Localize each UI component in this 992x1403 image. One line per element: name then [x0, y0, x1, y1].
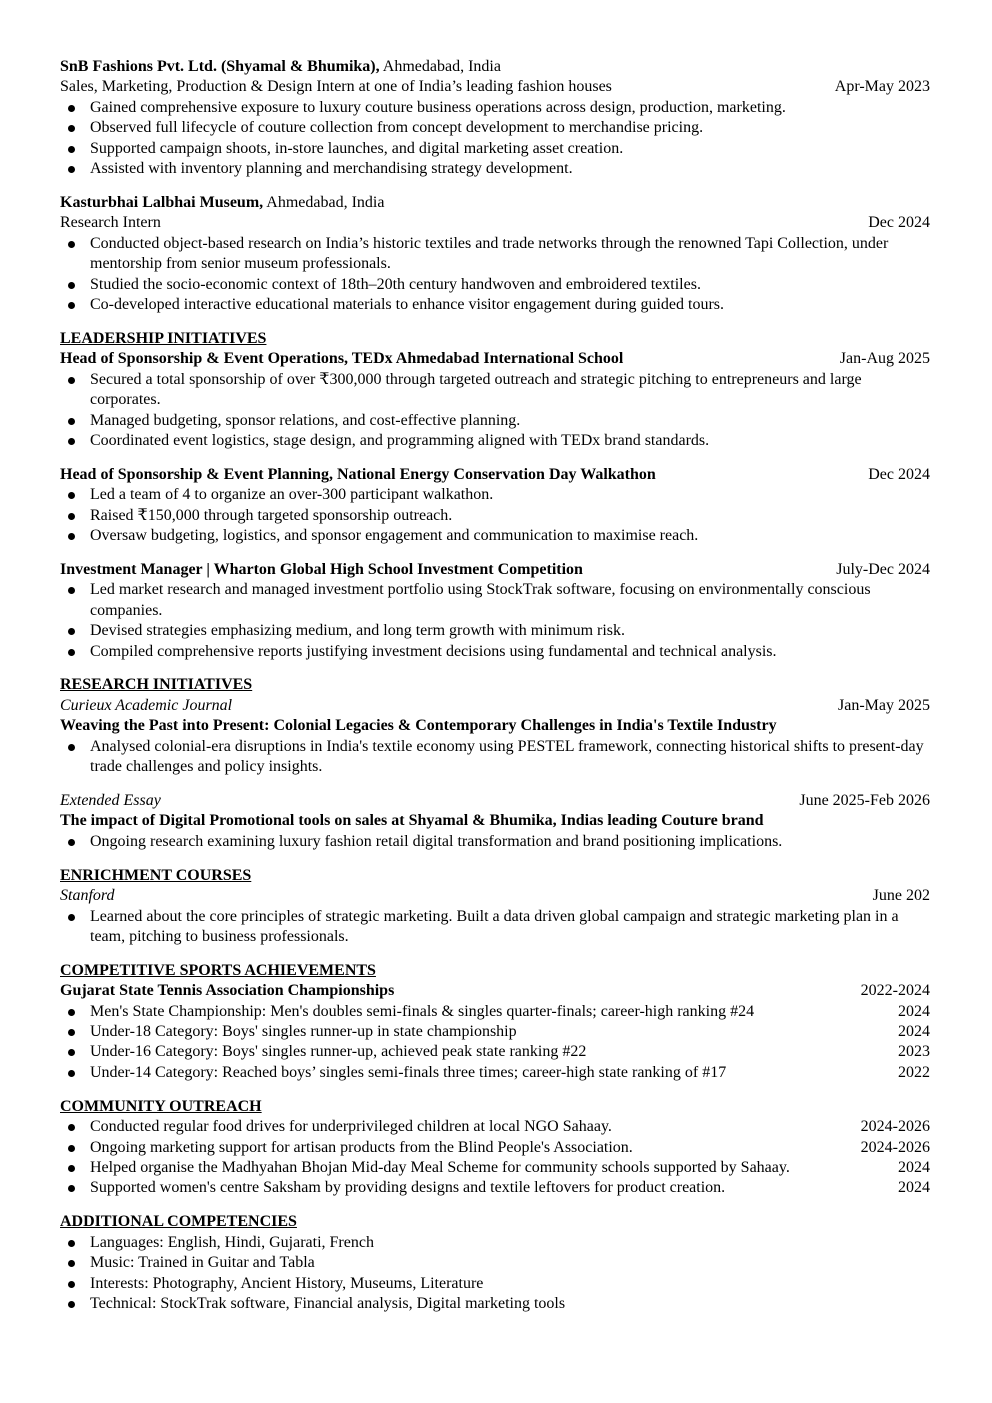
bullet-marker [60, 526, 90, 546]
bullet-marker [60, 737, 90, 778]
bullet-date: 2024 [898, 1159, 930, 1176]
section-heading: ADDITIONAL COMPETENCIES [60, 1213, 297, 1231]
org-name: Kasturbhai Lalbhai Museum, [60, 193, 264, 211]
bullet-marker [60, 98, 90, 118]
bullet-item [60, 1233, 930, 1253]
bullet-text: Observed full lifecycle of couture collection from concept development to merchandise pricing. [90, 119, 704, 137]
bullet-marker [60, 1063, 90, 1083]
bullet-item [60, 275, 930, 295]
bullet-marker [60, 621, 90, 641]
bullet-marker [60, 1042, 90, 1062]
date-range: Jan-Aug 2025 [839, 350, 930, 368]
venue-line [60, 791, 930, 811]
date-range: Jan-May 2025 [838, 696, 930, 714]
section-heading: RESEARCH INITIATIVES [60, 676, 253, 694]
entry-title-line [60, 560, 930, 580]
bullet-item [60, 737, 930, 778]
experience-entry-snb [60, 57, 930, 179]
entry-title-line [60, 981, 930, 1001]
bullet-text: Coordinated event logistics, stage design, and programming aligned with TEDx brand standards. [90, 431, 710, 449]
research-entry-extended-essay [60, 791, 930, 852]
bullet-marker [60, 1274, 90, 1294]
bullet-text: Assisted with inventory planning and merchandising strategy development. [90, 160, 573, 178]
bullet-item [60, 1294, 930, 1314]
bullet-text: Under-18 Category: Boys' singles runner-up in state championship [90, 1023, 517, 1041]
bullet-marker [60, 1117, 90, 1137]
bullet-text: Secured a total sponsorship of over ₹300,000 through targeted outreach and strategic pitching to entrepreneurs and large corporates. [90, 370, 862, 409]
paper-title: The impact of Digital Promotional tools on sales at Shyamal & Bhumika, Indias leading Couture brand [60, 812, 764, 830]
bullet-item [60, 1117, 930, 1137]
bullet-marker [60, 159, 90, 179]
org-line [60, 193, 930, 213]
org-location: Ahmedabad, India [263, 193, 385, 211]
section-community-outreach [60, 1097, 930, 1199]
bullet-marker [60, 118, 90, 138]
bullet-text: Led market research and managed investment portfolio using StockTrak software, focusing on environmentally conscious companies. [90, 581, 871, 619]
bullet-item [60, 485, 930, 505]
bullet-text: Compiled comprehensive reports justifying investment decisions using fundamental and technical analysis. [90, 642, 777, 660]
bullet-date: 2024 [898, 1023, 930, 1041]
date-range: June 202 [872, 887, 930, 905]
bullet-marker [60, 832, 90, 852]
bullet-item [60, 1022, 930, 1042]
experience-entry-museum [60, 193, 930, 315]
bullet-text: Helped organise the Madhyahan Bhojan Mid-day Meal Scheme for community schools supported by Sahaay. [90, 1159, 790, 1176]
bullet-item [60, 159, 930, 179]
leadership-entry-walkathon [60, 465, 930, 547]
bullet-marker [60, 1178, 90, 1198]
bullet-text: Interests: Photography, Ancient History, Museums, Literature [90, 1274, 484, 1292]
role-title: Research Intern [60, 214, 161, 232]
bullet-text: Studied the socio-economic context of 18th–20th century handwoven and embroidered textiles. [90, 275, 701, 293]
date-range: Apr-May 2023 [834, 78, 930, 96]
bullet-text: Supported women's centre Saksham by providing designs and textile leftovers for product creation. [90, 1179, 726, 1197]
bullet-item [60, 98, 930, 118]
bullet-item [60, 1253, 930, 1273]
bullet-item [60, 1158, 930, 1178]
date-range: 2022-2024 [860, 982, 930, 1000]
bullet-marker [60, 370, 90, 411]
bullet-marker [60, 411, 90, 431]
entry-title: Investment Manager | Wharton Global High School Investment Competition [60, 560, 583, 578]
bullet-text: Learned about the core principles of strategic marketing. Built a data driven global campaign and strategic marketing plan in a team, pitching to business professionals. [90, 907, 899, 945]
bullet-text: Co-developed interactive educational materials to enhance visitor engagement during guided tours. [90, 295, 725, 313]
bullet-marker [60, 431, 90, 451]
bullet-item [60, 621, 930, 641]
bullet-marker [60, 1022, 90, 1042]
bullet-marker [60, 580, 90, 621]
leadership-entry-wharton [60, 560, 930, 662]
bullet-text: Supported campaign shoots, in-store launches, and digital marketing asset creation. [90, 139, 624, 157]
date-range: Dec 2024 [868, 465, 930, 483]
role-title: Sales, Marketing, Production & Design Intern at one of India’s leading fashion houses [60, 78, 612, 96]
entry-title: Head of Sponsorship & Event Planning, National Energy Conservation Day Walkathon [60, 465, 656, 483]
bullet-item [60, 1178, 930, 1198]
bullet-marker [60, 907, 90, 948]
bullet-text: Conducted regular food drives for underprivileged children at local NGO Sahaay. [90, 1118, 612, 1136]
date-range: July-Dec 2024 [836, 560, 930, 578]
bullet-marker [60, 506, 90, 526]
bullet-text: Languages: English, Hindi, Gujarati, French [90, 1233, 374, 1251]
org-location: Ahmedabad, India [379, 58, 501, 75]
section-heading: ENRICHMENT COURSES [60, 866, 252, 884]
bullet-text: Led a team of 4 to organize an over-300 participant walkathon. [90, 486, 494, 504]
bullet-text: Analysed colonial-era disruptions in India's textile economy using PESTEL framework, connecting historical shifts to present-day trade challenges and policy insights. [90, 737, 924, 776]
bullet-item [60, 234, 930, 275]
bullet-marker [60, 295, 90, 315]
bullet-marker [60, 1294, 90, 1314]
bullet-date: 2024 [898, 1179, 930, 1197]
paper-title: Weaving the Past into Present: Colonial Legacies & Contemporary Challenges in India's Textile Industry [60, 717, 777, 735]
bullet-marker [60, 642, 90, 662]
date-range: June 2025-Feb 2026 [799, 792, 930, 809]
bullet-text: Under-14 Category: Reached boys’ singles semi-finals three times; career-high state ranking of #17 [90, 1063, 727, 1081]
bullet-item [60, 1274, 930, 1294]
section-enrichment-courses [60, 866, 930, 948]
bullet-text: Gained comprehensive exposure to luxury couture business operations across design, production, marketing. [90, 98, 786, 116]
bullet-text: Under-16 Category: Boys' singles runner-up, achieved peak state ranking #22 [90, 1043, 587, 1061]
entry-title: Gujarat State Tennis Association Championships [60, 982, 395, 1000]
role-line [60, 213, 930, 233]
bullet-marker [60, 139, 90, 159]
bullet-item [60, 118, 930, 138]
bullet-text: Raised ₹150,000 through targeted sponsorship outreach. [90, 506, 453, 524]
bullet-item [60, 1063, 930, 1083]
bullet-marker [60, 1002, 90, 1022]
bullet-item [60, 1002, 930, 1022]
bullet-date: 2024 [898, 1002, 930, 1020]
bullet-item [60, 1042, 930, 1062]
date-range: Dec 2024 [868, 214, 930, 232]
entry-title-line [60, 349, 930, 369]
venue-line [60, 886, 930, 906]
bullet-text: Conducted object-based research on India’s historic textiles and trade networks through the renowned Tapi Collection, under mentorship from senior museum professionals. [90, 234, 889, 273]
bullet-item [60, 431, 930, 451]
section-research-initiatives [60, 675, 930, 777]
bullet-item [60, 1138, 930, 1158]
entry-title-line [60, 465, 930, 485]
section-sports-achievements [60, 961, 930, 1083]
bullet-marker [60, 485, 90, 505]
bullet-text: Ongoing marketing support for artisan products from the Blind People's Association. [90, 1138, 633, 1156]
bullet-item [60, 832, 930, 852]
bullet-text: Music: Trained in Guitar and Tabla [90, 1254, 315, 1272]
bullet-marker [60, 234, 90, 275]
bullet-item [60, 580, 930, 621]
bullet-text: Devised strategies emphasizing medium, and long term growth with minimum risk. [90, 622, 626, 640]
bullet-marker [60, 1233, 90, 1253]
bullet-marker [60, 1138, 90, 1158]
bullet-date: 2024-2026 [860, 1118, 930, 1136]
venue-line [60, 696, 930, 716]
section-leadership-initiatives [60, 329, 930, 451]
bullet-item [60, 295, 930, 315]
section-heading: LEADERSHIP INITIATIVES [60, 329, 267, 347]
org-name: SnB Fashions Pvt. Ltd. (Shyamal & Bhumika), [60, 58, 380, 75]
bullet-date: 2022 [898, 1063, 930, 1081]
bullet-date: 2023 [898, 1043, 930, 1061]
bullet-marker [60, 1158, 90, 1178]
org-line [60, 57, 930, 77]
bullet-item [60, 907, 930, 948]
bullet-marker [60, 275, 90, 295]
bullet-text: Ongoing research examining luxury fashion retail digital transformation and brand positioning implications. [90, 832, 783, 850]
bullet-item [60, 526, 930, 546]
resume-page [60, 57, 930, 1314]
section-additional-competencies [60, 1212, 930, 1314]
bullet-text: Oversaw budgeting, logistics, and sponsor engagement and communication to maximise reach. [90, 527, 699, 545]
role-line [60, 77, 930, 97]
bullet-text: Men's State Championship: Men's doubles semi-finals & singles quarter-finals; career-high ranking #24 [90, 1002, 755, 1020]
section-heading: COMPETITIVE SPORTS ACHIEVEMENTS [60, 961, 376, 979]
bullet-item [60, 506, 930, 526]
venue-name: Stanford [60, 887, 115, 905]
bullet-marker [60, 1253, 90, 1273]
venue-name: Extended Essay [60, 792, 161, 809]
section-heading: COMMUNITY OUTREACH [60, 1097, 262, 1115]
bullet-item [60, 411, 930, 431]
bullet-date: 2024-2026 [860, 1138, 930, 1156]
bullet-item [60, 139, 930, 159]
bullet-item [60, 642, 930, 662]
venue-name: Curieux Academic Journal [60, 696, 233, 714]
bullet-text: Managed budgeting, sponsor relations, and cost-effective planning. [90, 411, 521, 429]
entry-title: Head of Sponsorship & Event Operations, TEDx Ahmedabad International School [60, 350, 624, 368]
bullet-item [60, 370, 930, 411]
bullet-text: Technical: StockTrak software, Financial analysis, Digital marketing tools [90, 1294, 566, 1312]
